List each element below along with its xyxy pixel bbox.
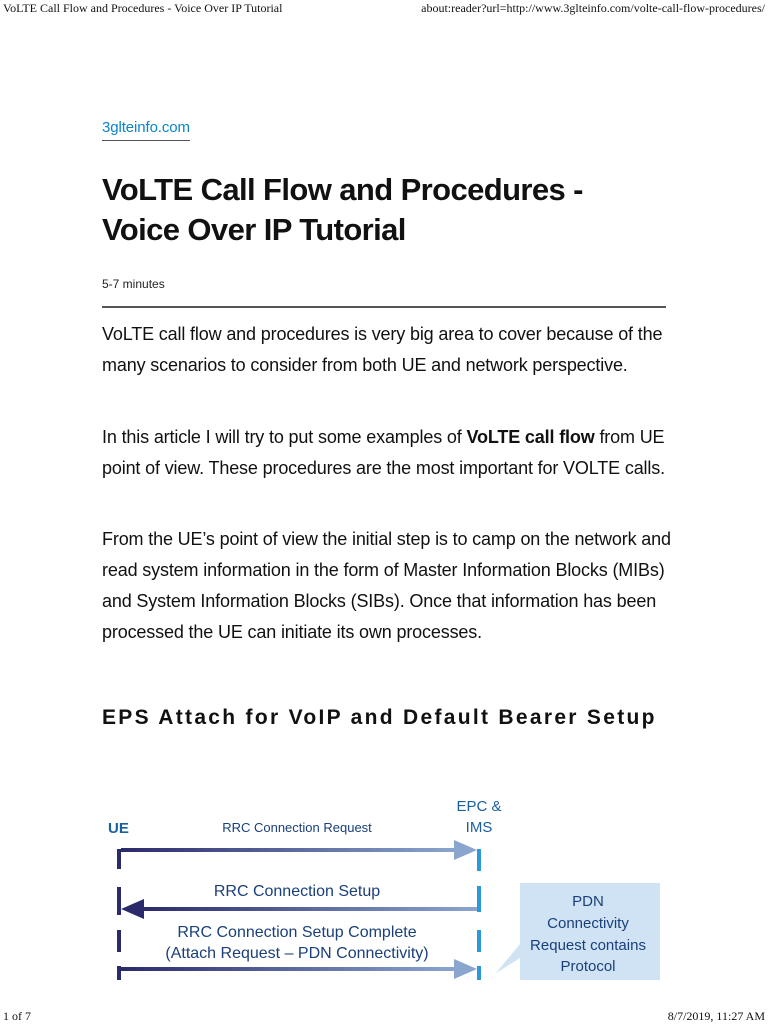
- reading-time: 5-7 minutes: [102, 277, 165, 291]
- msg-rrc-setup-complete-label-line1: RRC Connection Setup Complete: [177, 924, 417, 941]
- msg-rrc-connection-request-label: RRC Connection Request: [222, 820, 372, 835]
- print-header-url: about:reader?url=http://www.3glteinfo.com/volte-call-flow-procedures/: [421, 1, 765, 15]
- msg-rrc-connection-setup-label: RRC Connection Setup: [213, 883, 381, 900]
- paragraph-examples-bold: VoLTE call flow: [466, 427, 595, 447]
- article-title: VoLTE Call Flow and Procedures - Voice Over IP Tutorial: [102, 172, 583, 247]
- msg-rrc-setup-complete-arrow: [121, 959, 477, 979]
- msg-rrc-setup-complete-label-line2: (Attach Request – PDN Connectivity): [165, 945, 429, 962]
- paragraph-intro: VoLTE call flow and procedures is very big area to cover because of the many scenarios to consider from both UE and network perspective.: [102, 324, 663, 375]
- site-link[interactable]: 3glteinfo.com: [102, 119, 190, 141]
- header-divider: [102, 306, 666, 308]
- call-flow-diagram: [96, 790, 676, 980]
- pdn-note-line1: PDN: [572, 893, 604, 910]
- epc-label-line2: IMS: [465, 819, 493, 836]
- paragraph-examples-text-before: In this article I will try to put some examples of: [102, 427, 467, 447]
- pdn-note-line4: Protocol: [560, 958, 616, 975]
- page-count: 1 of 7: [3, 1009, 31, 1023]
- paragraph-initial-step: From the UE’s point of view the initial step is to camp on the network and read system information in the form of Master Information Blocks (MIBs) and System Information Blocks (SIBs). Once that information has been processed the UE can initiate its own processes.: [102, 529, 671, 642]
- paragraph-examples: [102, 422, 672, 484]
- pdn-note-line3: Request contains: [530, 937, 646, 954]
- epc-lifeline: [477, 849, 481, 980]
- print-footer: [0, 1008, 768, 1024]
- pdn-note-line2: Connectivity: [547, 915, 629, 932]
- ue-label: UE: [108, 820, 129, 837]
- msg-rrc-connection-setup-arrow: [121, 899, 477, 919]
- epc-label-line1: EPC &: [456, 798, 502, 815]
- print-header-title: VoLTE Call Flow and Procedures - Voice Over IP Tutorial: [3, 1, 283, 15]
- section-heading: EPS Attach for VoIP and Default Bearer Setup: [102, 706, 657, 729]
- print-header: [0, 0, 768, 16]
- msg-rrc-connection-request-arrow: [121, 840, 477, 860]
- paragraph-examples-text-after: from UE point of view. These procedures are the most important for VOLTE calls.: [102, 427, 665, 478]
- print-timestamp: 8/7/2019, 11:27 AM: [667, 1009, 765, 1023]
- ue-lifeline: [117, 849, 121, 980]
